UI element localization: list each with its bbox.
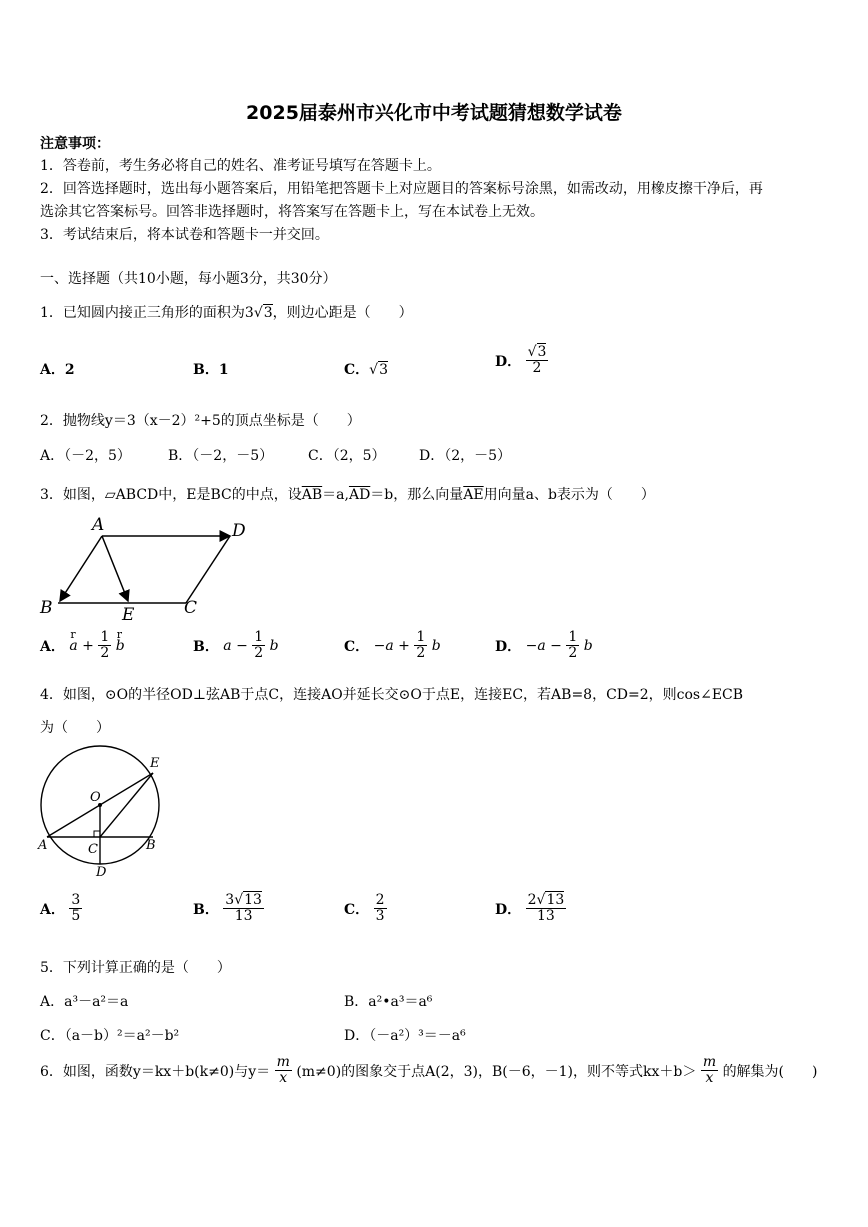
q4-option-a-num: 3	[71, 892, 81, 908]
q3-option-d-expr-a: −a −	[525, 637, 562, 654]
q3-eq-b: ＝b	[370, 487, 394, 503]
section-heading: 一、选择题（共10小题，每小题3分，共30分）	[40, 271, 337, 287]
q6-stem	[40, 1055, 818, 1087]
notice-item-1: 1．答卷前，考生务必将自己的姓名、准考证号填写在答题卡上。	[40, 158, 441, 174]
q4-option-c-label: C．	[344, 901, 370, 918]
q1-option-b[interactable]: B．1	[193, 362, 229, 378]
q3-stem	[40, 484, 655, 504]
q3-option-c-expr-a: −a +	[373, 637, 410, 654]
q3-label-c: C	[184, 598, 198, 618]
q1-option-c[interactable]: C．√3	[344, 362, 388, 378]
q4-label-c: C	[88, 842, 98, 857]
q3-stem-c: 用向量a、b表示为（ ）	[483, 487, 655, 503]
q4-option-b-den: 13	[234, 908, 253, 925]
q3-option-c-expr-b: b	[431, 637, 441, 654]
notice-heading: 注意事项：	[40, 136, 110, 152]
q3-option-a-expr-b	[115, 627, 125, 654]
q6-fraction-2-num: m	[702, 1054, 717, 1070]
q1-option-d-fraction: $\frac{√3}{2}$	[527, 344, 547, 377]
q4-label-d: D	[96, 865, 107, 880]
q4-option-a[interactable]	[40, 893, 82, 925]
q4-stem-cont: 为（ ）	[40, 720, 110, 736]
notice-item-3: 3．考试结束后，将本试卷和答题卡一并交回。	[40, 227, 329, 243]
q3-eq-a: ＝a,	[322, 487, 349, 503]
q4-option-b-fraction: $\frac{3√13}{13}$	[225, 892, 262, 925]
q4-option-d-fraction: $\frac{2√13}{13}$	[527, 892, 565, 925]
q6-stem-a: 6．如图，函数y＝kx＋b(k≠0)与y＝	[40, 1063, 271, 1080]
notice-item-2-cont: 选涂其它答案标号。回答非选择题时，将答案写在答题卡上，写在本试卷上无效。	[40, 204, 544, 220]
q4-circle-figure	[34, 745, 174, 880]
q4-option-b-num-coef: 3	[225, 892, 235, 908]
q4-option-d-den: 13	[537, 908, 555, 925]
q4-option-c-num: 2	[375, 892, 385, 908]
q2-stem: 2．抛物线y＝3（x－2）²+5的顶点坐标是（ ）	[40, 413, 361, 429]
q3-option-b-half	[252, 630, 265, 662]
q3-vector-ab-line	[60, 536, 102, 601]
q4-option-d[interactable]	[495, 893, 566, 925]
q1-option-d[interactable]	[495, 345, 548, 377]
q3-vector-ae-line	[102, 536, 128, 601]
q1-root-sign: √	[253, 305, 263, 321]
q2-option-b[interactable]: B．（－2，－5）	[168, 448, 274, 464]
q2-option-a[interactable]: A．（－2，5）	[40, 448, 131, 464]
q6-fraction-1-den: x	[279, 1070, 288, 1087]
q4-option-c[interactable]	[344, 893, 387, 925]
q3-option-d-label: D．	[495, 638, 522, 655]
q3-option-a-expr-a	[69, 627, 94, 654]
q3-option-b-half-den: 2	[254, 645, 264, 662]
q3-option-a-expr-a-text: a +	[69, 637, 94, 654]
q4-option-a-label: A．	[40, 901, 65, 918]
q1-option-d-label: D．	[495, 353, 522, 370]
q3-vector-ae: $\overline{AE}$	[463, 487, 484, 503]
q1-option-c-label: C．	[344, 362, 370, 378]
q3-option-d-half-den: 2	[568, 645, 578, 662]
q3-stem-a: 3．如图，▱ABCD中，E是BC的中点，设	[40, 487, 302, 503]
q1-option-d-num: 3	[537, 344, 547, 360]
q1-stem	[40, 302, 413, 322]
q4-line-ec	[100, 773, 153, 837]
q4-option-b-label: B．	[193, 901, 219, 918]
q4-option-c-fraction	[374, 893, 387, 925]
q4-option-a-fraction	[69, 893, 82, 925]
q3-option-b-half-num: 1	[254, 629, 264, 645]
q5-option-a[interactable]: A．a³－a²＝a	[40, 994, 129, 1010]
q4-option-a-den: 5	[71, 908, 81, 925]
q1-stem-root: 3	[263, 305, 273, 321]
q1-stem-text-b: ，则边心距是（ ）	[272, 305, 413, 321]
page-title: 2025届泰州市兴化市中考试题猜想数学试卷	[246, 102, 622, 124]
q4-label-a: A	[38, 838, 48, 853]
q1-option-d-den: 2	[532, 360, 542, 377]
q6-stem-c: 的解集为( )	[722, 1063, 818, 1080]
q3-vector-ab: $\overline{AB}$	[301, 487, 323, 503]
q2-option-c[interactable]: C．（2，5）	[308, 448, 386, 464]
q3-option-c-label: C．	[344, 638, 370, 655]
q3-option-b-expr-b: b	[269, 637, 279, 654]
q4-right-angle-mark	[94, 831, 100, 837]
q3-stem-b: ，那么向量	[393, 487, 464, 503]
q3-side-cd	[186, 536, 230, 603]
q4-option-b-num-root: 13	[244, 892, 262, 908]
q1-option-a[interactable]: A．2	[40, 362, 75, 378]
q4-label-e: E	[150, 756, 160, 771]
q3-option-b-label: B．	[193, 638, 219, 655]
q6-fraction-1	[275, 1055, 292, 1087]
q3-vector-ad: $\overline{AD}$	[348, 487, 371, 503]
q5-option-d[interactable]: D．（－a²）³＝－a⁶	[344, 1028, 466, 1044]
q6-fraction-2-den: x	[705, 1070, 714, 1087]
q4-stem: 4．如图，⊙O的半径OD⊥弦AB于点C，连接AO并延长交⊙O于点E，连接EC，若AB=8，CD=2，则cos∠ECB	[40, 687, 744, 703]
q4-option-d-label: D．	[495, 901, 522, 918]
q5-option-c[interactable]: C．（a－b）²＝a²－b²	[40, 1028, 180, 1044]
q4-label-b: B	[146, 838, 156, 853]
q3-option-a-arrow-a: r	[70, 627, 76, 641]
q3-option-c-half	[414, 630, 427, 662]
q4-option-b[interactable]	[193, 893, 264, 925]
q3-option-b[interactable]	[193, 630, 279, 662]
q3-option-a-half	[98, 630, 111, 662]
q3-label-a: A	[92, 515, 105, 535]
q1-stem-text-a: 1．已知圆内接正三角形的面积为3	[40, 305, 254, 321]
q3-option-a-half-num: 1	[100, 629, 110, 645]
q3-option-b-expr-a: a −	[223, 637, 248, 654]
q4-option-c-den: 3	[375, 908, 385, 925]
notice-item-2: 2．回答选择题时，选出每小题答案后，用铅笔把答题卡上对应题目的答案标号涂黑，如需改动，用橡皮擦干净后，再	[40, 181, 763, 197]
q3-label-e: E	[122, 605, 135, 625]
q3-option-d-half-num: 1	[568, 629, 578, 645]
q3-label-b: B	[40, 598, 53, 618]
q3-option-d-expr-b: b	[583, 637, 593, 654]
q1-option-c-root: 3	[379, 362, 388, 378]
q6-stem-b: (m≠0)的图象交于点A(2，3)，B(－6，－1)，则不等式kx＋b＞	[296, 1063, 697, 1080]
q3-option-a-arrow-b: r	[116, 627, 122, 641]
q5-stem: 5．下列计算正确的是（ ）	[40, 960, 231, 976]
q3-label-d: D	[232, 521, 246, 541]
q6-fraction-1-num: m	[276, 1054, 290, 1070]
q3-option-d-half	[566, 630, 579, 662]
q5-option-b[interactable]: B．a²•a³＝a⁶	[344, 994, 433, 1010]
q3-option-a-label: A．	[40, 638, 65, 655]
q3-option-a-half-den: 2	[100, 645, 110, 662]
q3-option-c-half-num: 1	[416, 629, 426, 645]
q3-option-a-expr-b-text: b	[115, 637, 125, 654]
q3-option-a[interactable]	[40, 627, 125, 662]
q3-option-c[interactable]	[344, 630, 441, 662]
q4-option-d-num-root: 13	[546, 892, 565, 908]
q4-option-d-num-coef: 2	[527, 892, 537, 908]
q3-option-c-half-den: 2	[416, 645, 426, 662]
q3-parallelogram-figure	[36, 512, 256, 627]
q3-option-d[interactable]	[495, 630, 593, 662]
q6-fraction-2	[701, 1055, 718, 1087]
q2-option-d[interactable]: D．（2，－5）	[419, 448, 512, 464]
q4-label-o: O	[90, 790, 101, 805]
